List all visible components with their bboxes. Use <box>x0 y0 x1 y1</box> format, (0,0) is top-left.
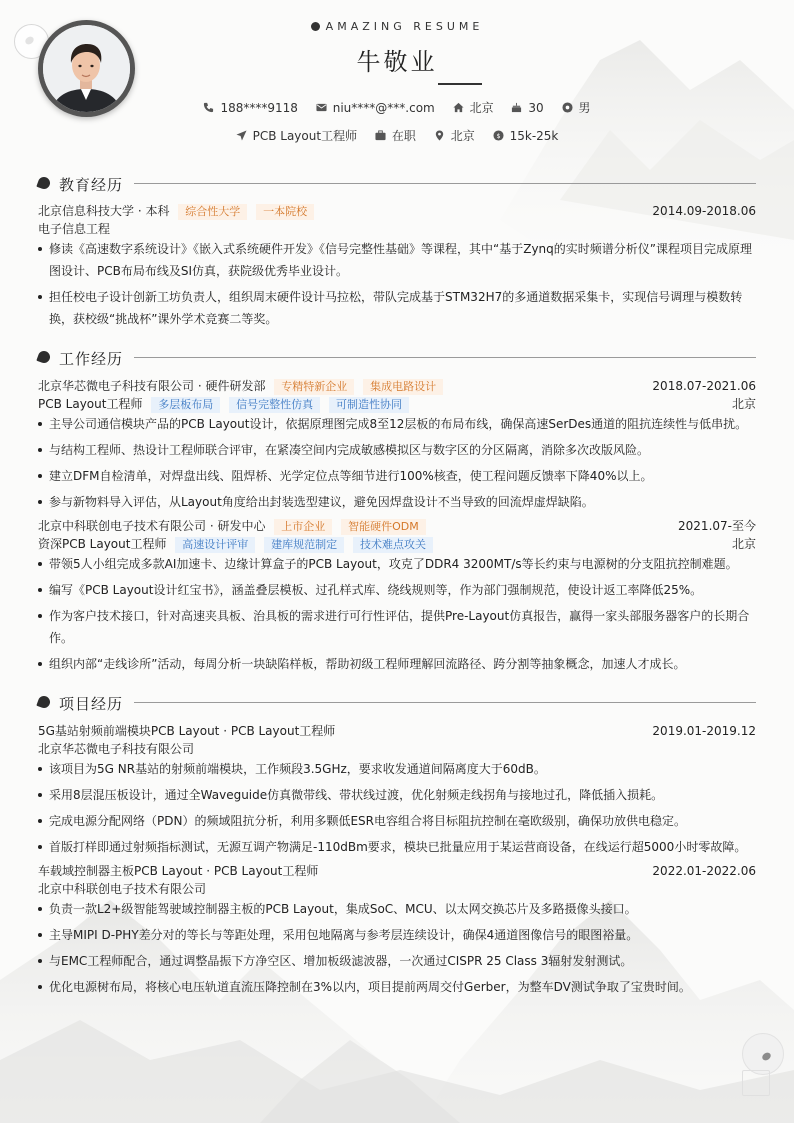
age-info: 30 <box>511 101 543 115</box>
project-header <box>38 722 756 740</box>
send-icon <box>236 130 247 141</box>
salary-info: $ 15k-25k <box>493 129 559 143</box>
list-item: 修读《高速数字系统设计》《嵌入式系统硬件开发》《信号完整性基础》等课程，其中“基于Zynq的实时频谱分析仪”课程项目完成原理图设计、PCB布局布线及SI仿真，获院级优秀毕业设计。 <box>38 238 756 282</box>
project-name: 车载域控制器主板PCB Layout · PCB Layout工程师 <box>38 864 319 878</box>
home-icon <box>453 102 464 113</box>
project-company: 北京中科联创电子技术有限公司 <box>38 882 207 896</box>
project-name: 5G基站射频前端模块PCB Layout · PCB Layout工程师 <box>38 724 336 738</box>
job-city: 北京 <box>731 397 756 411</box>
city-info: 北京 <box>453 99 494 116</box>
list-item: 优化电源树布局，将核心电压轨道直流压降控制在3%以内，项目提前两周交付Gerber，为整车DV测试争取了宝贵时间。 <box>38 976 756 998</box>
company-name: 北京华芯微电子科技有限公司 · 硬件研发部 <box>38 379 266 393</box>
contact-info-row <box>0 99 794 116</box>
project-company: 北京华芯微电子科技有限公司 <box>38 742 195 756</box>
company-tag: 上市企业 <box>274 519 332 535</box>
job-intent-row <box>0 127 794 144</box>
job-date: 2018.07-2021.06 <box>652 379 756 393</box>
project-header <box>38 862 756 880</box>
gender-info: 男 <box>562 99 591 116</box>
project-date: 2019.01-2019.12 <box>652 724 756 738</box>
ink-dot-icon <box>36 694 51 709</box>
decorative-circle <box>742 1033 784 1075</box>
job-status-info: 在职 <box>375 127 416 144</box>
education-major: 电子信息工程 <box>38 222 111 236</box>
job-header <box>38 517 756 535</box>
candidate-name: 牛敬业 <box>356 48 438 76</box>
list-item: 与EMC工程师配合，通过调整晶振下方净空区、增加板级滤波器，一次通过CISPR 25 Class 3辐射发射测试。 <box>38 950 756 972</box>
project-date: 2022.01-2022.06 <box>652 864 756 878</box>
mail-icon <box>316 102 327 113</box>
skill-tag: 信号完整性仿真 <box>229 397 320 413</box>
section-work-title: 工作经历 <box>38 348 756 368</box>
briefcase-icon <box>375 130 386 141</box>
phone-info: 188****9118 <box>203 101 297 115</box>
list-item: 作为客户技术接口，针对高速夹具板、治具板的需求进行可行性评估，提供Pre-Layout仿真报告，赢得一家头部服务器客户的长期合作。 <box>38 605 756 649</box>
list-item: 编写《PCB Layout设计红宝书》，涵盖叠层模板、过孔样式库、绕线规则等，作为部门强制规范，使设计返工率降低25%。 <box>38 579 756 601</box>
list-item: 建立DFM自检清单，对焊盘出线、阻焊桥、光学定位点等细节进行100%核查，使工程问题反馈率下降40%以上。 <box>38 465 756 487</box>
list-item: 该项目为5G NR基站的射频前端模块，工作频段3.5GHz，要求收发通道间隔离度大于60dB。 <box>38 758 756 780</box>
list-item: 负责一款L2+级智能驾驶域控制器主板的PCB Layout，集成SoC、MCU、以太网交换芯片及多路摄像头接口。 <box>38 898 756 920</box>
list-item: 首版打样即通过射频指标测试，无源互调产物满足-110dBm要求，模块已批量应用于某运营商设备，在线运行超5000小时零故障。 <box>38 836 756 858</box>
job-header <box>38 377 756 395</box>
salary-icon <box>493 130 504 141</box>
divider <box>438 83 482 85</box>
list-item: 采用8层混压板设计，通过全Waveguide仿真微带线、带状线过渡，优化射频走线拐角与接地过孔，降低插入损耗。 <box>38 784 756 806</box>
school-tag: 综合性大学 <box>178 204 247 220</box>
company-name: 北京中科联创电子技术有限公司 · 研发中心 <box>38 519 266 533</box>
skill-tag: 高速设计评审 <box>175 537 255 553</box>
ink-dot-icon <box>36 175 51 190</box>
list-item: 与结构工程师、热设计工程师联合评审，在紧凑空间内完成敏感模拟区与数字区的分区隔离，消除多次改版风险。 <box>38 439 756 461</box>
school-tag: 一本院校 <box>256 204 314 220</box>
section-education-title: 教育经历 <box>38 174 756 194</box>
target-position-info: PCB Layout工程师 <box>236 127 357 144</box>
list-item: 组织内部“走线诊所”活动，每周分析一块缺陷样板，帮助初级工程师理解回流路径、跨分割等抽象概念，加速人才成长。 <box>38 653 756 675</box>
company-tag: 智能硬件ODM <box>341 519 426 535</box>
job-city: 北京 <box>731 537 756 551</box>
skill-tag: 技术难点攻关 <box>353 537 433 553</box>
job-role: 资深PCB Layout工程师 <box>38 537 167 551</box>
email-info: niu****@***.com <box>316 101 435 115</box>
job-date: 2021.07-至今 <box>678 519 756 533</box>
skill-tag: 多层板布局 <box>151 397 220 413</box>
education-header <box>38 202 756 220</box>
list-item: 主导公司通信模块产品的PCB Layout设计，依据原理图完成8至12层板的布局布线，确保高速SerDes通道的阻抗连续性与低串扰。 <box>38 413 756 435</box>
company-tag: 集成电路设计 <box>363 379 443 395</box>
location-icon <box>434 130 445 141</box>
decorative-square <box>742 1070 770 1096</box>
cake-icon <box>511 102 522 113</box>
section-projects-title: 项目经历 <box>38 693 756 713</box>
job-role-row <box>38 395 756 413</box>
resume-caption: AMAZING RESUME <box>0 20 794 33</box>
ink-dot-icon <box>36 349 51 364</box>
skill-tag: 可制造性协同 <box>329 397 409 413</box>
job-role: PCB Layout工程师 <box>38 397 143 411</box>
list-item: 参与新物料导入评估，从Layout角度给出封装选型建议，避免因焊盘设计不当导致的回流焊虚焊缺陷。 <box>38 491 756 513</box>
ink-dot-icon <box>311 22 320 31</box>
list-item: 完成电源分配网络（PDN）的频域阻抗分析，利用多颗低ESR电容组合将目标阻抗控制在毫欧级别，确保功放供电稳定。 <box>38 810 756 832</box>
list-item: 担任校电子设计创新工坊负责人，组织周末硬件设计马拉松，带队完成基于STM32H7的多通道数据采集卡，实现信号调理与模数转换，获校级“挑战杯”课外学术竞赛二等奖。 <box>38 286 756 330</box>
company-tag: 专精特新企业 <box>274 379 354 395</box>
skill-tag: 建库规范制定 <box>264 537 344 553</box>
list-item: 主导MIPI D-PHY差分对的等长与等距处理，采用包地隔离与参考层连续设计，确保4通道图像信号的眼图裕量。 <box>38 924 756 946</box>
job-role-row <box>38 535 756 553</box>
target-city-info: 北京 <box>434 127 475 144</box>
svg-text:$: $ <box>496 131 501 140</box>
phone-icon <box>203 102 214 113</box>
school-name: 北京信息科技大学 · 本科 <box>38 204 170 218</box>
education-date: 2014.09-2018.06 <box>652 204 756 218</box>
gender-icon <box>562 102 573 113</box>
list-item: 带领5人小组完成多款AI加速卡、边缘计算盒子的PCB Layout，攻克了DDR4 3200MT/s等长约束与电源树的分支阻抗控制难题。 <box>38 553 756 575</box>
